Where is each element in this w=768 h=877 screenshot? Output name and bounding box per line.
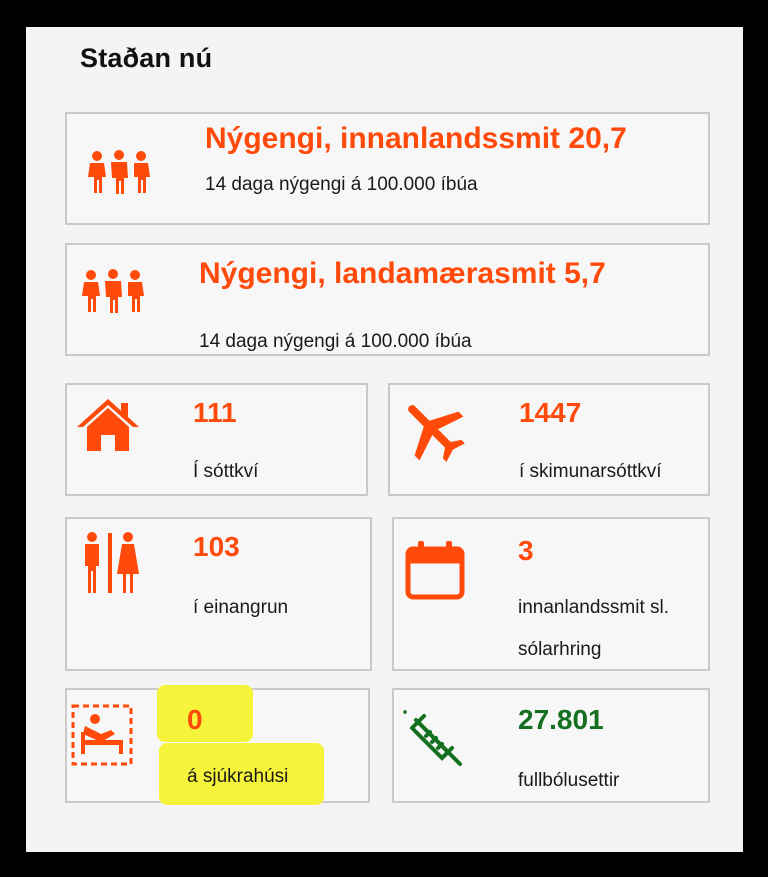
isolation-card xyxy=(65,517,372,671)
domestic-24h-card xyxy=(392,517,710,671)
airplane-icon xyxy=(398,395,468,465)
hospital-bed-icon xyxy=(71,704,133,766)
house-icon xyxy=(75,397,141,453)
status-panel xyxy=(26,27,743,852)
incidence-domestic-card xyxy=(65,112,710,225)
isolation-value: 103 xyxy=(193,531,240,562)
incidence-domestic-value: Nýgengi, innanlandssmit 20,7 xyxy=(205,122,627,155)
incidence-border-value: Nýgengi, landamærasmit 5,7 xyxy=(199,257,606,290)
syringe-icon xyxy=(400,708,466,774)
quarantine-card xyxy=(65,383,368,496)
incidence-domestic-subtitle: 14 daga nýgengi á 100.000 íbúa xyxy=(205,174,478,195)
vaccinated-value: 27.801 xyxy=(518,704,604,735)
vaccinated-label: fullbólusettir xyxy=(518,770,620,791)
screening-quarantine-value: 1447 xyxy=(519,397,582,428)
quarantine-label: Í sóttkví xyxy=(193,461,259,482)
hospital-value: 0 xyxy=(187,704,203,735)
screening-quarantine-label: í skimunarsóttkví xyxy=(519,461,662,482)
quarantine-value: 111 xyxy=(193,397,237,428)
vaccinated-card xyxy=(392,688,710,803)
hospital-label: á sjúkrahúsi xyxy=(187,766,289,787)
incidence-border-card xyxy=(65,243,710,356)
incidence-border-subtitle: 14 daga nýgengi á 100.000 íbúa xyxy=(199,331,472,352)
isolation-label: í einangrun xyxy=(193,597,289,618)
man-woman-icon xyxy=(79,531,143,595)
domestic-24h-value: 3 xyxy=(518,535,534,566)
calendar-icon xyxy=(404,539,466,601)
highlight-mark xyxy=(157,685,253,742)
people-icon xyxy=(81,269,145,313)
page-title: Staðan nú xyxy=(80,43,213,73)
domestic-24h-label: innanlandssmit sl. sólarhring xyxy=(518,597,670,660)
people-icon xyxy=(87,150,151,194)
screening-quarantine-card xyxy=(388,383,710,496)
hospital-card xyxy=(65,688,370,803)
